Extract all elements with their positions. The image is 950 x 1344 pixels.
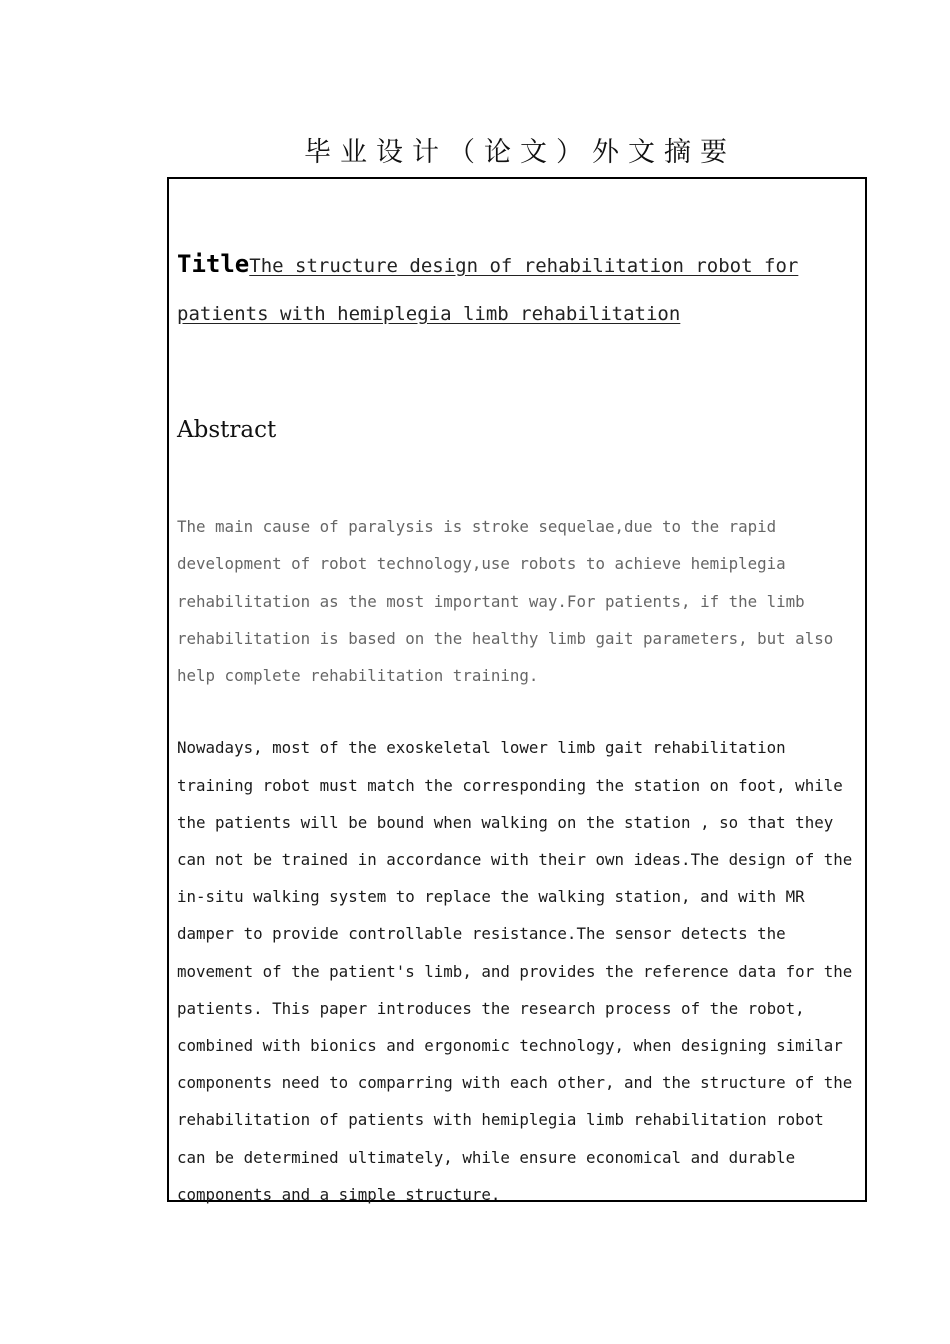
- page-heading: 毕业设计（论文）外文摘要: [304, 137, 736, 168]
- title-text-line-2: patients with hemiplegia limb rehabilitation: [177, 303, 681, 325]
- title-block: [177, 240, 867, 338]
- title-label: Title: [177, 250, 250, 278]
- abstract-heading: Abstract: [177, 417, 277, 443]
- abstract-body: [177, 471, 863, 1250]
- abstract-paragraph-2: Nowadays, most of the exoskeletal lower limb gait rehabilitation training robot must match the corresponding the station on foot, while the patients will be bound when walking on the station , so that they can not be trained in accordance with their own ideas.The design of the in-situ walking system to replace the walking station, and with MR damper to provide controllable resistance.The sensor detects the movement of the patient's limb, and provides the reference data for the patients. This paper introduces the research process of the robot, combined with bionics and ergonomic technology, when designing similar components need to comparring with each other, and the structure of the rehabilitation of patients with hemiplegia limb rehabilitation robot can be determined ultimately, while ensure economical and durable components and a simple structure.: [177, 738, 853, 1204]
- title-text-line-1: The structure design of rehabilitation robot for: [249, 255, 799, 277]
- abstract-paragraph-1: The main cause of paralysis is stroke sequelae,due to the rapid development of robot technology,use robots to achieve hemiplegia rehabilitation as the most important way.For patients, if the limb rehabilitation is based on the healthy limb gait parameters, but also help complete rehabilitation training.: [177, 517, 834, 686]
